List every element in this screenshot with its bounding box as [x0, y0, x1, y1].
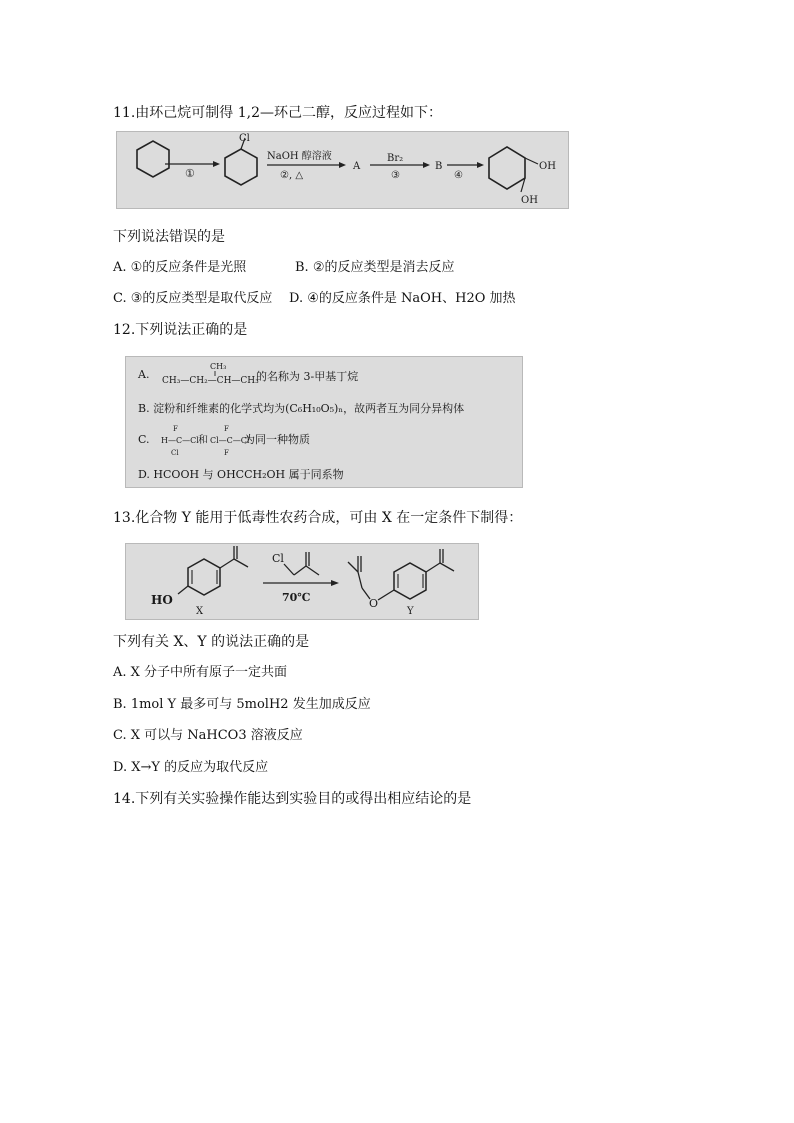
ether-oxygen-label: O	[369, 597, 379, 610]
q12-option-c-f2-bottom: F	[224, 449, 229, 457]
q11-options-row-1	[113, 259, 454, 277]
q12-option-a-text: 的名称为 3-甲基丁烷	[256, 370, 359, 383]
q13-option-a: A. X 分子中所有原子一定共面	[113, 665, 288, 680]
q12-option-c-f2-top: F	[224, 425, 229, 433]
q12-option-a-formula: CH₃—CH₂—CH—CH₃	[162, 376, 259, 386]
q11-options-row-2	[113, 290, 516, 308]
chloro-label: Cl	[239, 133, 250, 144]
q14-stem: 14.下列有关实验操作能达到实验目的或得出相应结论的是	[113, 791, 472, 807]
compound-y-ring	[394, 563, 426, 599]
hydroxyl-label-1: OH	[539, 161, 556, 172]
q12-option-b: B. 淀粉和纤维素的化学式均为(C₆H₁₀O₅)ₙ，故两者互为同分异构体	[138, 402, 465, 415]
q11-option-d: D. ④的反应条件是 NaOH、H2O 加热	[289, 291, 516, 306]
cyclohexanediol-ring	[489, 147, 525, 189]
hydroxy-label: HO	[151, 593, 173, 607]
temperature-label: 70℃	[282, 591, 311, 604]
step3-label: ③	[391, 170, 400, 181]
compound-a-label: A	[353, 161, 361, 172]
q13-option-c: C. X 可以与 NaHCO3 溶液反应	[113, 728, 303, 743]
q12-options-image	[125, 356, 523, 488]
q13-stem: 13.化合物 Y 能用于低毒性农药合成，可由 X 在一定条件下制得：	[113, 510, 523, 526]
compound-y-label: Y	[407, 606, 414, 617]
compound-b-label: B	[435, 161, 443, 172]
q11-option-c: C. ③的反应类型是取代反应	[113, 291, 273, 306]
q13-option-b: B. 1mol Y 最多可与 5molH2 发生加成反应	[113, 697, 371, 712]
step1-label: ①	[185, 167, 195, 180]
q12-stem: 12.下列说法正确的是	[113, 322, 248, 338]
compound-x-label: X	[196, 606, 204, 617]
q13-option-d: D. X→Y 的反应为取代反应	[113, 760, 269, 775]
compound-x-ring	[188, 559, 220, 595]
hydroxyl-label-2: OH	[521, 195, 538, 206]
q12-option-a-label: A.	[138, 368, 150, 381]
reagent-naoh-label: NaOH 醇溶液	[267, 151, 332, 162]
q11-reaction-scheme	[116, 131, 569, 209]
q11-option-b: B. ②的反应类型是消去反应	[295, 260, 455, 275]
chlorocyclohexane-ring	[225, 149, 257, 185]
q12-option-c-formula-1: H—C—Cl	[161, 436, 199, 445]
q11-option-a: A. ①的反应条件是光照	[113, 260, 247, 275]
q12-option-a-branch: CH₃	[210, 362, 227, 371]
reagent-br2-label: Br₂	[387, 153, 404, 164]
q12-option-c-f1-bottom: Cl	[171, 449, 179, 457]
q12-option-c-text: 为同一种物质	[244, 433, 310, 446]
q12-option-c-f1-top: F	[173, 425, 178, 433]
q12-option-c-formula-2: Cl—C—Cl	[210, 436, 250, 445]
cyclohexane-ring	[137, 141, 169, 177]
q13-prompt: 下列有关 X、Y 的说法正确的是	[113, 634, 310, 650]
q11-stem: 11.由环己烷可制得 1,2—环己二醇，反应过程如下：	[113, 105, 442, 121]
q12-option-d: D. HCOOH 与 OHCCH₂OH 属于同系物	[138, 468, 344, 481]
q11-prompt: 下列说法错误的是	[113, 229, 225, 245]
q12-option-c-and: 和	[198, 435, 208, 446]
step2-condition-label: ②, △	[280, 170, 304, 181]
step4-label: ④	[454, 170, 463, 181]
q12-option-c-label: C.	[138, 433, 150, 446]
reagent-chloro-label: Cl	[272, 552, 284, 565]
q13-reaction-scheme	[125, 543, 479, 620]
